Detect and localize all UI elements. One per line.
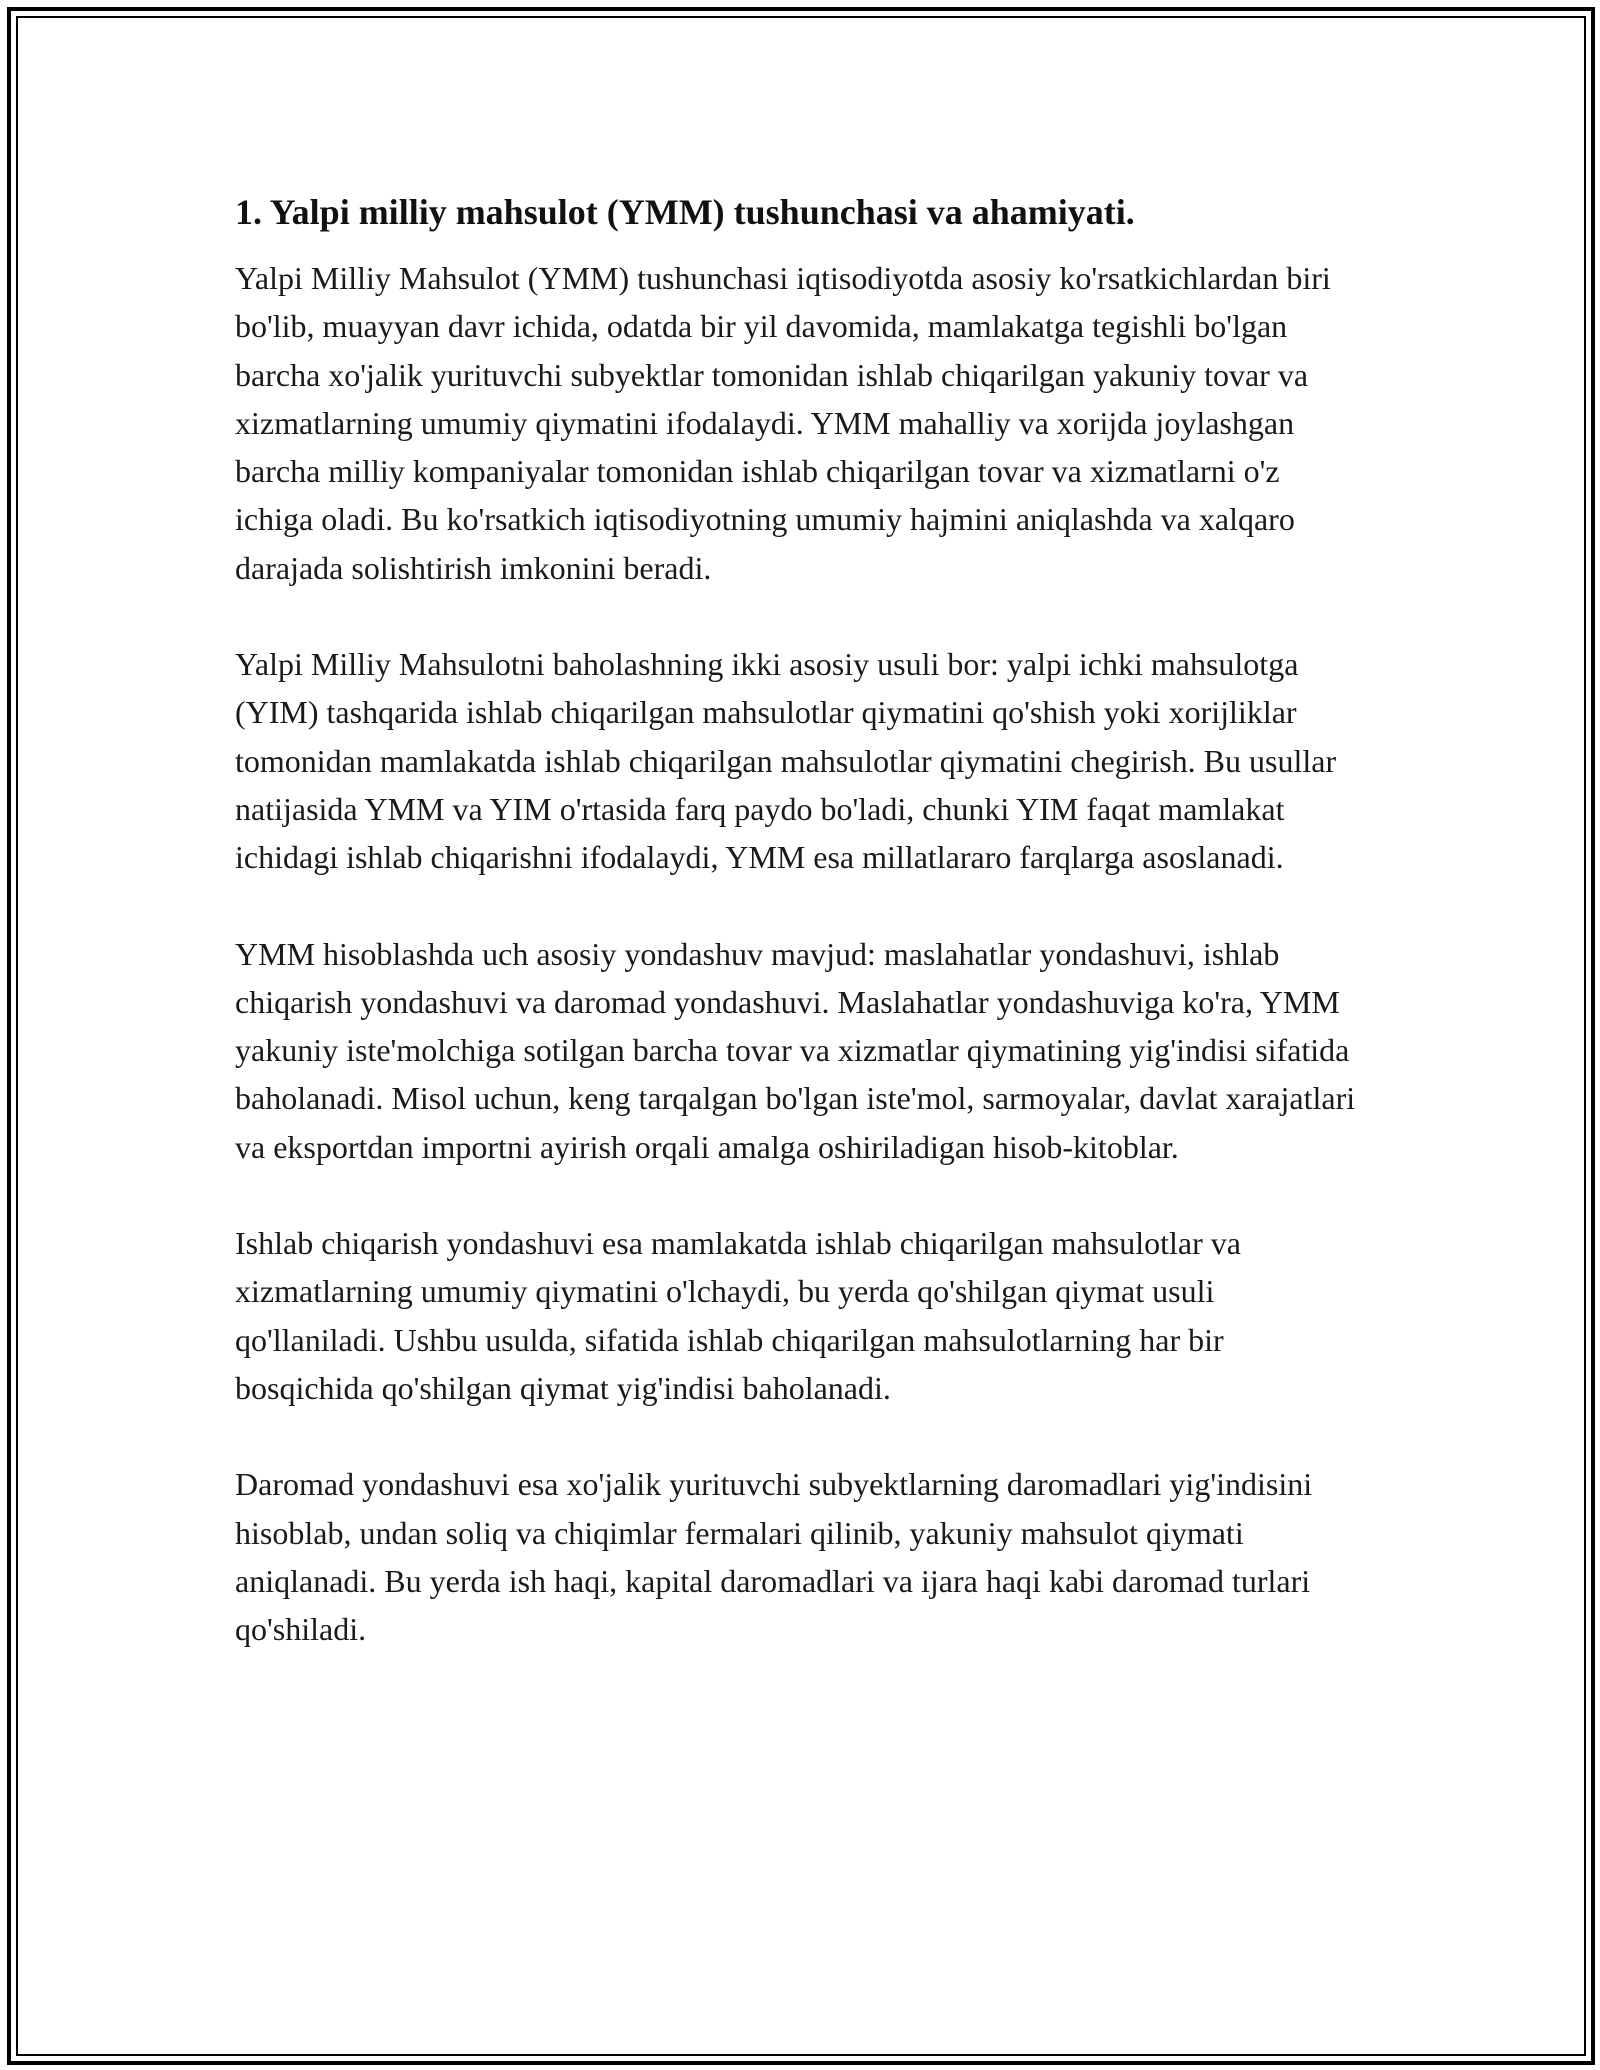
paragraph-4: Ishlab chiqarish yondashuvi esa mamlakatda ishlab chiqarilgan mahsulotlar va xizmatlarning umumiy qiymatini o'lchaydi, bu yerda qo'shilgan qiymat usuli qo'llaniladi. Ushbu usulda, sifatida ishlab chiqarilgan mahsulotlarning har bir bosqichida qo'shilgan qiymat yig'indisi baholanadi. xyxy=(235,1225,1241,1406)
paragraph-2: Yalpi Milliy Mahsulotni baholashning ikki asosiy usuli bor: yalpi ichki mahsulotga (YIM) tashqarida ishlab chiqarilgan mahsulotlar qiymatini qo'shish yoki xorijliklar tomonidan mamlakatda ishlab chiqarilgan mahsulotlar qiymatini chegirish. Bu usullar natijasida YMM va YIM o'rtasida farq paydo bo'ladi, chunki YIM faqat mamlakat ichidagi ishlab chiqarishni ifodalaydi, YMM esa millatlararo farqlarga asoslanadi. xyxy=(235,646,1337,876)
document-body xyxy=(235,188,1365,1653)
paragraph-3: YMM hisoblashda uch asosiy yondashuv mavjud: maslahatlar yondashuvi, ishlab chiqarish yondashuvi va daromad yondashuvi. Maslahatlar yondashuviga ko'ra, YMM yakuniy iste'molchiga sotilgan barcha tovar va xizmatlar qiymatining yig'indisi sifatida baholanadi. Misol uchun, keng tarqalgan bo'lgan iste'mol, sarmoyalar, davlat xarajatlari va eksportdan importni ayirish orqali amalga oshiriladigan hisob-kitoblar. xyxy=(235,935,1356,1165)
paragraph-1: Yalpi Milliy Mahsulot (YMM) tushunchasi iqtisodiyotda asosiy ko'rsatkichlardan biri bo'lib, muayyan davr ichida, odatda bir yil davomida, mamlakatga tegishli bo'lgan barcha xo'jalik yurituvchi subyektlar tomonidan ishlab chiqarilgan yakuniy tovar va xizmatlarning umumiy qiymatini ifodalaydi. YMM mahalliy va xorijda joylashgan barcha milliy kompaniyalar tomonidan ishlab chiqarilgan tovar va xizmatlarni o'z ichiga oladi. Bu ko'rsatkich iqtisodiyotning umumiy hajmini aniqlashda va xalqaro darajada solishtirish imkonini beradi. xyxy=(235,260,1331,586)
section-heading: 1. Yalpi milliy mahsulot (YMM) tushunchasi va ahamiyati. xyxy=(235,192,1135,232)
paragraph-5: Daromad yondashuvi esa xo'jalik yurituvchi subyektlarning daromadlari yig'indisini hisoblab, undan soliq va chiqimlar fermalari qilinib, yakuniy mahsulot qiymati aniqlanadi. Bu yerda ish haqi, kapital daromadlari va ijara haqi kabi daromad turlari qo'shiladi. xyxy=(235,1466,1313,1648)
